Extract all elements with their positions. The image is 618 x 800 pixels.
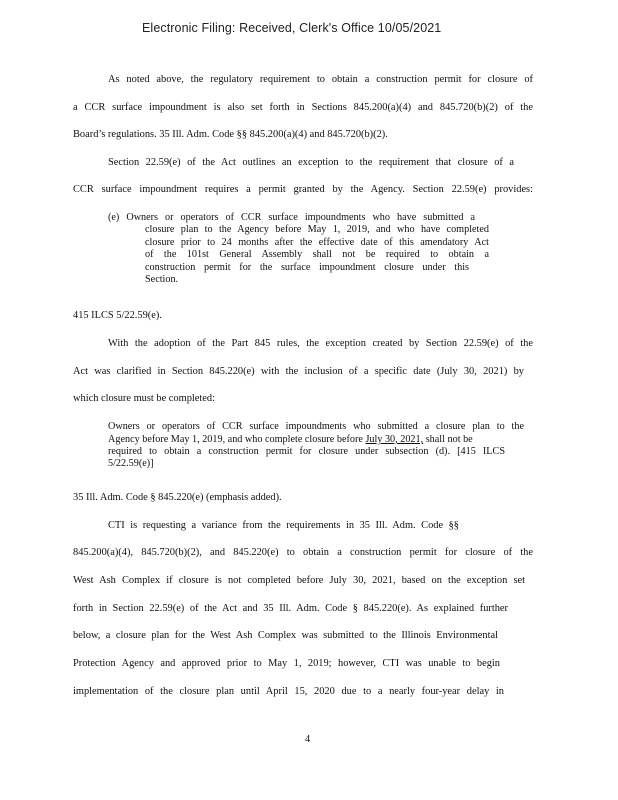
paragraph-3-line-3: which closure must be completed: (73, 393, 215, 404)
paragraph-3-line-1: With the adoption of the Part 845 rules, the exception created by Section 22.59(e) of the (108, 338, 533, 349)
paragraph-1-line-2: a CCR surface impoundment is also set forth in Sections 845.200(a)(4) and 845.720(b)(2) of the (73, 102, 533, 113)
block-quote-1-line-3: closure prior to 24 months after the effective date of this amendatory Act (145, 237, 489, 248)
paragraph-2-line-1: Section 22.59(e) of the Act outlines an exception to the requirement that closure of a (108, 157, 514, 168)
block-quote-1-line-1: (e) Owners or operators of CCR surface impoundments who have submitted a (108, 212, 475, 223)
block-quote-2-line-1: Owners or operators of CCR surface impoundments who submitted a closure plan to the (108, 421, 524, 432)
block-quote-1-line-2: closure plan to the Agency before May 1, 2019, and who have completed (145, 224, 489, 235)
paragraph-4-line-4: forth in Section 22.59(e) of the Act and 35 Ill. Adm. Code § 845.220(e). As explained further (73, 603, 508, 614)
paragraph-4-line-7: implementation of the closure plan until April 15, 2020 due to a nearly four-year delay in (73, 686, 504, 697)
block-quote-1-line-4: of the 101st General Assembly shall not be required to obtain a (145, 249, 489, 260)
block-quote-1-line-5: construction permit for the surface impoundment closure under this (145, 262, 469, 273)
citation-2: 35 Ill. Adm. Code § 845.220(e) (emphasis added). (73, 492, 282, 503)
citation-1: 415 ILCS 5/22.59(e). (73, 310, 162, 321)
block-quote-1-line-6: Section. (145, 274, 179, 285)
paragraph-1-line-1: As noted above, the regulatory requirement to obtain a construction permit for closure of (108, 74, 533, 85)
paragraph-4-line-5: below, a closure plan for the West Ash Complex was submitted to the Illinois Environmental (73, 630, 498, 641)
paragraph-4-line-3: West Ash Complex if closure is not completed before July 30, 2021, based on the exception set (73, 575, 525, 586)
paragraph-1-line-3: Board’s regulations. 35 Ill. Adm. Code §§ 845.200(a)(4) and 845.720(b)(2). (73, 129, 388, 140)
emphasized-date: July 30, 2021, (365, 434, 424, 445)
block-quote-2-line-4: 5/22.59(e)] (108, 458, 154, 469)
paragraph-4-line-1: CTI is requesting a variance from the requirements in 35 Ill. Adm. Code §§ (108, 520, 459, 531)
paragraph-3-line-2: Act was clarified in Section 845.220(e) with the inclusion of a specific date (July 30, 2021) by (73, 366, 524, 377)
paragraph-2-line-2: CCR surface impoundment requires a permit granted by the Agency. Section 22.59(e) provides: (73, 184, 533, 195)
block-quote-2-line-3: required to obtain a construction permit for closure under subsection (d). [415 ILCS (108, 446, 505, 457)
block-quote-2-line-2 (108, 434, 540, 446)
paragraph-4-line-6: Protection Agency and approved prior to May 1, 2019; however, CTI was unable to begin (73, 658, 500, 669)
block-quote-2-text-end: shall not be (423, 434, 473, 445)
filing-header: Electronic Filing: Received, Clerk's Office 10/05/2021 (142, 21, 442, 35)
paragraph-4-line-2: 845.200(a)(4), 845.720(b)(2), and 845.220(e) to obtain a construction permit for closure of the (73, 547, 533, 558)
block-quote-2-text: Agency before May 1, 2019, and who complete closure before (108, 434, 366, 445)
page-number: 4 (305, 734, 311, 745)
